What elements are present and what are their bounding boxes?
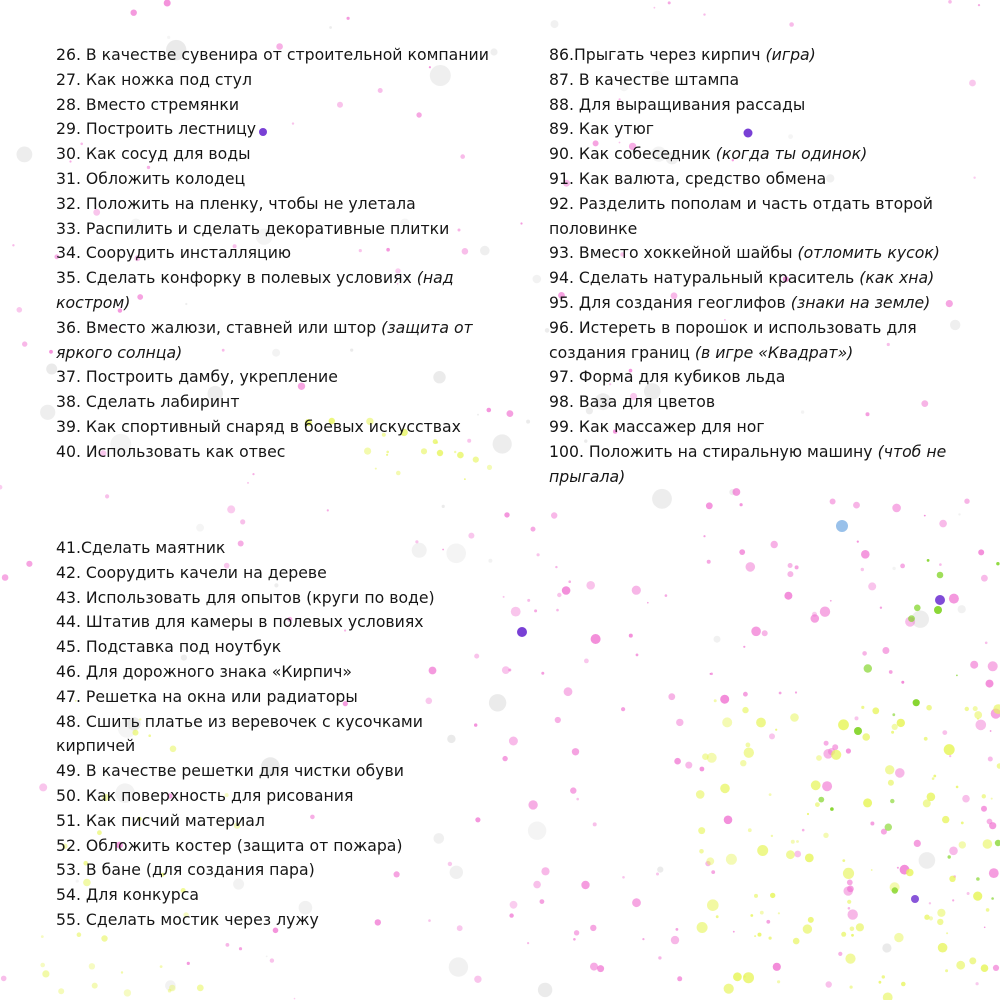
list-item	[549, 192, 979, 242]
list-items-86-100	[549, 43, 979, 489]
list-item	[56, 610, 486, 635]
list-item-text: 29. Построить лестницу	[56, 119, 257, 139]
list-item	[549, 291, 979, 316]
list-item-text: 55. Сделать мостик через лужу	[56, 909, 319, 929]
list-item-text: 97. Форма для кубиков льда	[549, 367, 786, 387]
list-item	[549, 266, 979, 291]
list-item-text: 86.Прыгать через кирпич	[549, 45, 766, 64]
list-item	[56, 660, 486, 685]
list-item-note: (над костром)	[56, 268, 454, 312]
list-item	[56, 858, 486, 883]
list-item-text: 31. Обложить колодец	[56, 168, 246, 188]
list-item-note: (чтоб не прыгала)	[549, 441, 947, 486]
list-item	[56, 908, 486, 933]
list-item-text: 53. В бане (для создания пара)	[56, 860, 315, 880]
list-item-text: 99. Как массажер для ног	[549, 416, 765, 436]
panel-bottom-left	[5, 508, 495, 998]
list-item-text: 48. Сшить платье из веревочек с кусочками кирпичей	[56, 711, 423, 756]
list-item	[549, 167, 979, 192]
list-item	[56, 167, 495, 192]
list-item-text: 32. Положить на пленку, чтобы не улетала	[56, 193, 416, 213]
list-item-text: 49. В качестве решетки для чистки обуви	[56, 761, 404, 781]
paint-splatter-dot	[294, 998, 296, 1000]
list-item-note: (игра)	[765, 45, 816, 64]
list-item-text: 36. Вместо жалюзи, ставней или штор	[56, 317, 382, 337]
list-item-text: 44. Штатив для камеры в полевых условиях	[56, 612, 424, 632]
list-items-41-55	[56, 536, 486, 933]
list-item	[56, 93, 495, 118]
list-item	[549, 93, 979, 118]
list-item-text: 95. Для создания геоглифов	[549, 292, 791, 312]
list-item	[549, 43, 979, 68]
list-item-note: (защита от яркого солнца)	[56, 317, 473, 362]
list-item	[56, 710, 486, 760]
panel-bottom-right-decorative	[505, 508, 995, 998]
list-item-text: 92. Разделить пополам и часть отдать второй половинке	[549, 193, 933, 238]
list-item-text: 90. Как собеседник	[549, 144, 716, 164]
list-item	[56, 316, 494, 366]
list-item-text: 39. Как спортивный снаряд в боевых искусствах	[56, 416, 461, 436]
list-item	[549, 415, 979, 440]
list-item-text: 89. Как утюг	[549, 119, 655, 139]
list-item-note: (как хна)	[859, 268, 935, 288]
list-item	[56, 192, 495, 217]
list-item-text: 41.Сделать маятник	[56, 538, 226, 557]
list-item	[56, 415, 495, 440]
list-item	[56, 68, 495, 93]
list-item-text: 40. Использовать как отвес	[56, 441, 286, 461]
paint-splatter-dot	[740, 503, 743, 506]
list-item-text: 50. Как поверхность для рисования	[56, 785, 354, 805]
list-item-text: 96. Истереть в порошок и использовать для создания границ	[549, 317, 917, 362]
list-item	[549, 440, 979, 490]
paint-splatter-dot	[164, 0, 171, 7]
list-item-text: 27. Как ножка под стул	[56, 69, 252, 89]
paint-splatter-dot	[0, 485, 2, 490]
list-item	[56, 43, 495, 68]
list-item	[549, 316, 979, 366]
list-item	[56, 685, 486, 710]
list-item-text: 38. Сделать лабиринт	[56, 392, 240, 412]
list-item-note: (в игре «Квадрат»)	[694, 342, 854, 362]
list-item	[56, 834, 486, 859]
list-item-text: 87. В качестве штампа	[549, 69, 740, 89]
list-item-text: 28. Вместо стремянки	[56, 94, 240, 114]
list-item-note: (когда ты одинок)	[715, 144, 868, 164]
list-item-note: (отломить кусок)	[797, 243, 940, 263]
list-item	[56, 784, 486, 809]
list-item	[56, 759, 486, 784]
list-item	[56, 117, 495, 142]
list-item-text: 52. Обложить костер (защита от пожара)	[56, 835, 403, 855]
list-item-text: 42. Соорудить качели на дереве	[56, 562, 327, 582]
list-item-text: 51. Как писчий материал	[56, 810, 265, 830]
list-item	[56, 241, 495, 266]
list-item	[56, 266, 494, 316]
list-item-text: 88. Для выращивания рассады	[549, 94, 806, 114]
paint-splatter-dot	[668, 1, 671, 4]
panel-top-left	[5, 10, 495, 500]
list-item	[56, 635, 486, 660]
list-item	[56, 536, 486, 561]
list-item-text: 98. Ваза для цветов	[549, 392, 716, 412]
list-item-text: 93. Вместо хоккейной шайбы	[549, 243, 798, 263]
list-item	[56, 586, 486, 611]
list-item-text: 30. Как сосуд для воды	[56, 144, 251, 164]
list-item-text: 94. Сделать натуральный краситель	[549, 268, 860, 288]
list-item	[56, 809, 486, 834]
list-item-text: 47. Решетка на окна или радиаторы	[56, 686, 358, 706]
list-item	[56, 365, 495, 390]
list-item	[56, 390, 495, 415]
list-item	[549, 390, 979, 415]
list-item	[549, 68, 979, 93]
list-item-text: 37. Построить дамбу, укрепление	[56, 367, 338, 387]
list-item	[56, 440, 495, 465]
paint-splatter-dot	[948, 0, 952, 4]
paint-splatter-dot	[978, 4, 980, 6]
list-item	[549, 142, 979, 167]
list-item-text: 46. Для дорожного знака «Кирпич»	[56, 661, 352, 681]
list-item-text: 91. Как валюта, средство обмена	[549, 168, 827, 188]
list-item-text: 26. В качестве сувенира от строительной компании	[56, 45, 489, 64]
list-item	[549, 241, 979, 266]
list-item-text: 35. Сделать конфорку в полевых условиях	[56, 268, 417, 288]
list-item	[56, 883, 486, 908]
list-item-text: 54. Для конкурса	[56, 885, 199, 905]
paint-splatter-dot	[654, 7, 656, 9]
list-item	[549, 117, 979, 142]
list-item	[56, 217, 495, 242]
panel-top-right	[505, 10, 995, 500]
list-item-text: 34. Соорудить инсталляцию	[56, 243, 292, 263]
list-items-26-40	[56, 43, 495, 465]
list-item	[56, 561, 486, 586]
list-item	[56, 142, 495, 167]
list-item-text: 43. Использовать для опытов (круги по воде)	[56, 587, 435, 607]
paint-splatter-dot	[995, 840, 1000, 846]
list-item-note: (знаки на земле)	[790, 292, 931, 312]
list-item-text: 33. Распилить и сделать декоративные плитки	[56, 218, 450, 238]
paint-splatter-dot	[996, 562, 999, 565]
list-item	[549, 365, 979, 390]
list-item-text: 45. Подставка под ноутбук	[56, 637, 282, 657]
list-item-text: 100. Положить на стиральную машину	[549, 441, 878, 461]
